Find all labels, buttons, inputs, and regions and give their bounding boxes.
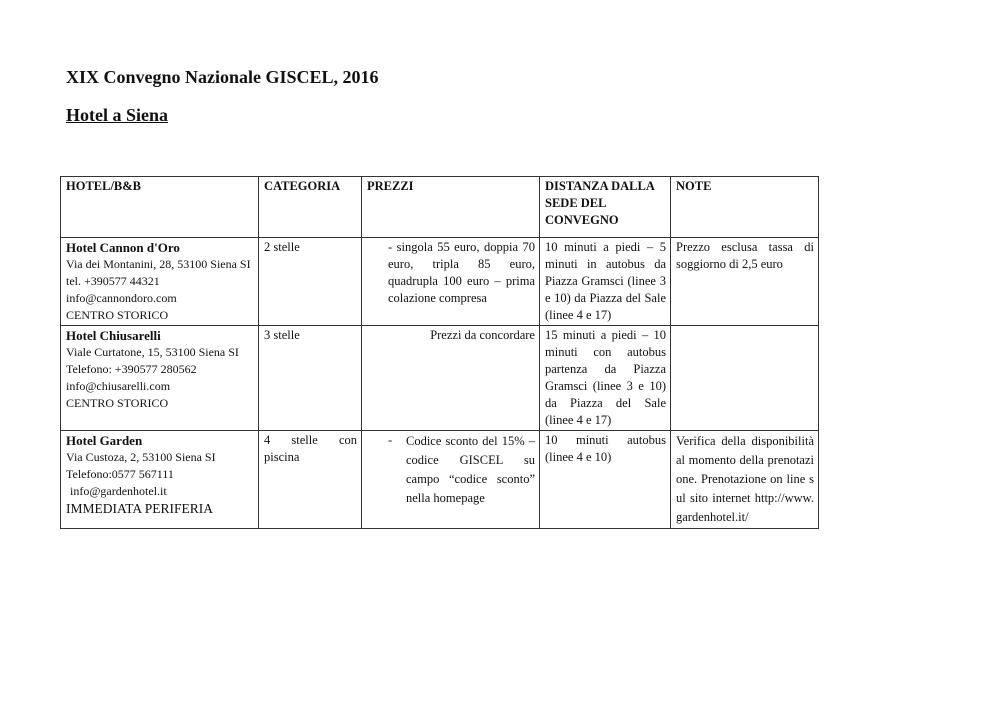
hotel-zone: CENTRO STORICO [66, 308, 169, 322]
bullet-dash: - [388, 433, 393, 447]
categoria-cell: 4 stelle con piscina [259, 431, 362, 529]
hotel-cell [61, 238, 259, 326]
hotel-phone: Telefono: +390577 280562 [66, 362, 197, 376]
distanza-cell: 10 minuti autobus (linee 4 e 10) [540, 431, 671, 529]
header-hotel: HOTEL/B&B [61, 177, 259, 238]
hotel-zone: IMMEDIATA PERIFERIA [66, 501, 214, 516]
hotel-cell [61, 326, 259, 431]
categoria-cell: 2 stelle [259, 238, 362, 326]
prezzi-cell: - singola 55 euro, doppia 70 euro, tripla 85 euro, quadrupla 100 euro – prima colazione compresa [362, 238, 540, 326]
distanza-cell: 15 minuti a piedi – 10 minuti con autobus partenza da Piazza Gramsci (linee 3 e 10) da Piazza del Sale (linee 4 e 17) [540, 326, 671, 431]
note-cell: Prezzo esclusa tassa di soggiorno di 2,5 euro [671, 238, 819, 326]
hotel-email: info@cannondoro.com [66, 291, 177, 305]
note-cell [671, 326, 819, 431]
hotels-table [60, 176, 819, 529]
table-row [61, 326, 819, 431]
header-distanza: DISTANZA DALLA SEDE DEL CONVEGNO [540, 177, 671, 238]
document-title: XIX Convegno Nazionale GISCEL, 2016 [66, 67, 379, 87]
table-header-row [61, 177, 819, 238]
hotel-name: Hotel Garden [66, 433, 143, 448]
hotel-address: Via Custoza, 2, 53100 Siena SI [66, 450, 216, 464]
hotel-zone: CENTRO STORICO [66, 396, 169, 410]
prezzi-cell: Prezzi da concordare [362, 326, 540, 431]
document-subtitle: Hotel a Siena [66, 105, 168, 125]
hotel-email: info@chiusarelli.com [66, 379, 171, 393]
hotel-cell [61, 431, 259, 529]
hotel-phone: Telefono:0577 567111 [66, 467, 174, 481]
table-row [61, 431, 819, 529]
hotel-email: info@gardenhotel.it [70, 484, 167, 498]
hotel-address: Via dei Montanini, 28, 53100 Siena SI [66, 257, 251, 271]
hotel-address: Viale Curtatone, 15, 53100 Siena SI [66, 345, 239, 359]
hotel-name: Hotel Chiusarelli [66, 328, 161, 343]
prezzi-text: Codice sconto del 15% – codice GISCEL su campo “codice sconto” nella homepage [406, 434, 535, 505]
header-prezzi: PREZZI [362, 177, 540, 238]
hotel-name: Hotel Cannon d'Oro [66, 240, 180, 255]
hotel-phone: tel. +390577 44321 [66, 274, 160, 288]
header-note: NOTE [671, 177, 819, 238]
distanza-cell: 10 minuti a piedi – 5 minuti in autobus da Piazza Gramsci (linee 3 e 10) da Piazza del Sale (linee 4 e 17) [540, 238, 671, 326]
prezzi-cell [362, 431, 540, 529]
prezzi-bullet [388, 432, 535, 508]
note-cell: Verifica della disponibilità al momento della prenotazione. Prenotazione on line sul sito internet http://www.gardenhotel.it/ [671, 431, 819, 529]
table-row [61, 238, 819, 326]
header-categoria: CATEGORIA [259, 177, 362, 238]
categoria-cell: 3 stelle [259, 326, 362, 431]
